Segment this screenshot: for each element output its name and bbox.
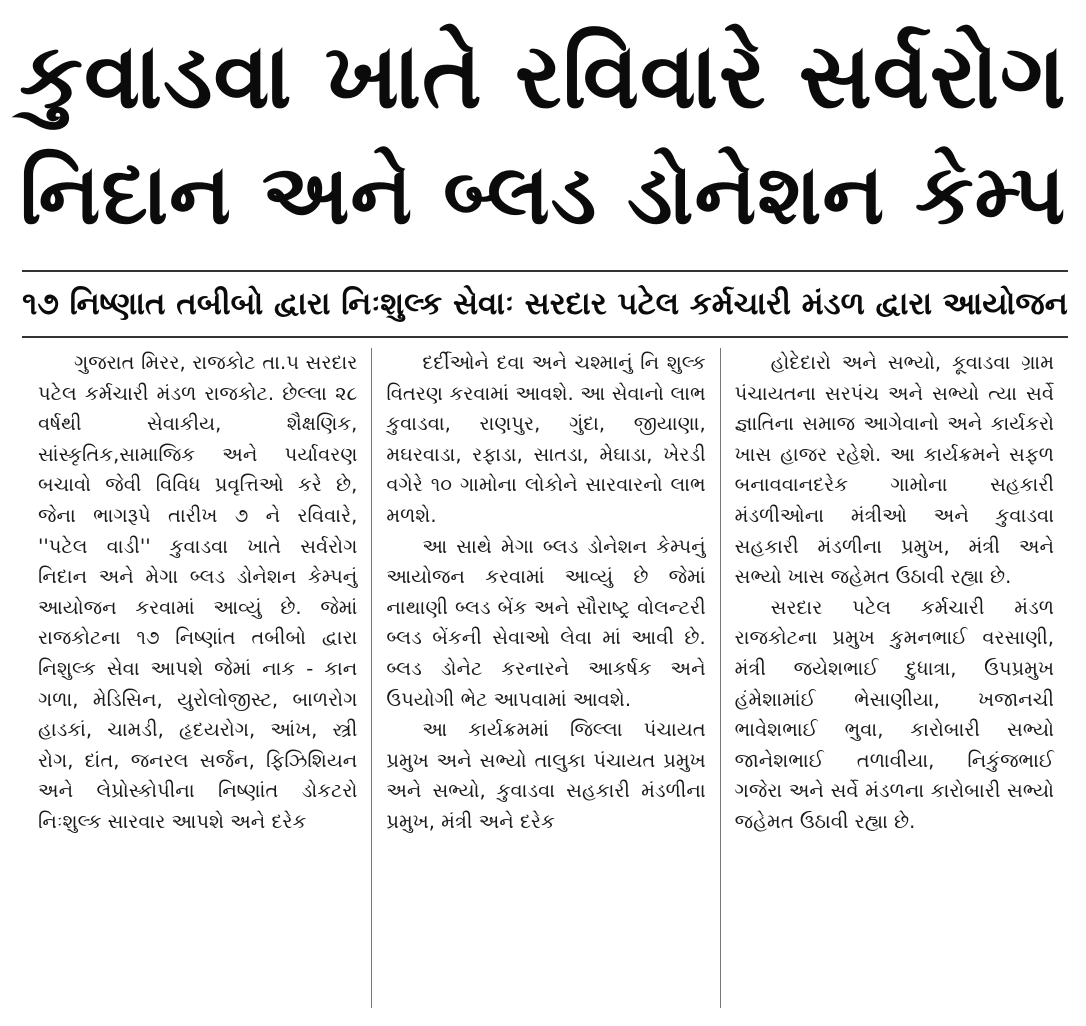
headline-line-2: નિદાન અને બ્લડ ડોનેશન કેમ્પ	[19, 146, 1067, 243]
article-paragraph: ગુજરાત મિરર, રાજકોટ તા.૫ સરદાર પટેલ કર્મચારી મંડળ રાજકોટ. છેલ્લા ૨૮ વર્ષથી સેવાકીય, શૈક્ષણિક, સાંસ્કૃતિક,સામાજિક અને પર્યાવરણ બચાવો જેવી વિવિધ પ્રવૃત્તિઓ કરે છે, જેના ભાગરૂપે તારીખ ૭ ને રવિવારે, ''પટેલ વાડી'' કુવાડવા ખાતે સર્વરોગ નિદાન અને મેગા બ્લડ ડોનેશન કેમ્પનું આયોજન કરવામાં આવ્યું છે. જેમાં રાજકોટના ૧૭ નિષ્ણાંત તબીબો દ્વારા નિશુલ્ક સેવા આપશે જેમાં નાક - કાન ગળા, મેડિસિન, યુરોલોજીસ્ટ, બાળરોગ હાડકાં, ચામડી, હૃદયરોગ, આંખ, સ્ત્રી રોગ, દાંત, જનરલ સર્જન, ફિઝિશિયન અને લેપ્રોસ્કોપીના નિષ્ણાંત ડોકટરો નિઃશુલ્ક સારવાર આપશે અને દરેક	[38, 351, 358, 833]
article-column-3	[720, 348, 1068, 1008]
article-column-1	[24, 348, 371, 1008]
headline	[14, 18, 1072, 254]
headline-rule	[22, 270, 1068, 272]
article-paragraph: આ કાર્યક્રમમાં જિલ્લા પંચાયત પ્રમુખ અને સભ્યો તાલુકા પંચાયત પ્રમુખ અને સભ્યો, કુવાડવા સહકારી મંડળીના પ્રમુખ, મંત્રી અને દરેક	[386, 718, 706, 833]
article-paragraph: આ સાથે મેગા બ્લડ ડોનેશન કેમ્પનું આયોજન કરવામાં આવ્યું છે જેમાં નાથાણી બ્લડ બેંક અને સૌરાષ્ટ્ર વોલન્ટરી બ્લડ બેંકની સેવાઓ લેવા માં આવી છે. બ્લડ ડોનેટ કરનારને આકર્ષક અને ઉપયોગી ભેટ આપવામાં આવશે.	[386, 534, 706, 711]
headline-line-1: કુવાડવા ખાતે રવિવારે સર્વરોગ	[19, 24, 1067, 129]
article-paragraph: સરદાર પટેલ કર્મચારી મંડળ રાજકોટના પ્રમુખ કુમનભાઈ વરસાણી, મંત્રી જયેશભાઈ દુધાત્રા, ઉપપ્રમુખ હંમેશામાંઈ ભેસાણીયા, ખજાનચી ભાવેશભાઈ ભુવા, કારોબારી સભ્યો જાનેશભાઈ તળાવીયા, નિકુંજભાઈ ગજેરા અને સર્વે મંડળના કારોબારી સભ્યો જહેમત ઉઠાવી રહ્યા છે.	[734, 595, 1054, 833]
subheadline: ૧૭ નિષ્ણાત તબીબો દ્વારા નિઃશુલ્ક સેવાઃ સરદાર પટેલ કર્મચારી મંડળ દ્વારા આયોજન	[22, 286, 1068, 322]
subheadline-rule	[22, 336, 1068, 338]
article-column-2	[371, 348, 719, 1008]
article-paragraph: હોદેદારો અને સભ્યો, કૂવાડવા ગ્રામ પંચાયતના સરપંચ અને સભ્યો ત્યા સર્વે જ્ઞાતિના સમાજ આગેવાનો અને કાર્યકરો ખાસ હાજર રહેશે. આ કાર્યક્રમને સફળ બનાવવાનદરેક ગામોના સહકારી મંડળીઓના મંત્રીઓ અને કુવાડવા સહકારી મંડળીના પ્રમુખ, મંત્રી અને સભ્યો ખાસ જહેમત ઉઠાવી રહ્યા છે.	[734, 351, 1054, 589]
article-body	[24, 348, 1068, 1008]
article-paragraph: દર્દીઓને દવા અને ચશ્માનું નિ શુલ્ક વિતરણ કરવામાં આવશે. આ સેવાનો લાભ કુવાડવા, રાણપુર, ગુંદા, જીયાણા, મઘરવાડા, રફાડા, સાતડા, મેઘાડા, ખેરડી વગેરે ૧૦ ગામોના લોકોને સારવારનો લાભ મળશે.	[386, 351, 706, 527]
